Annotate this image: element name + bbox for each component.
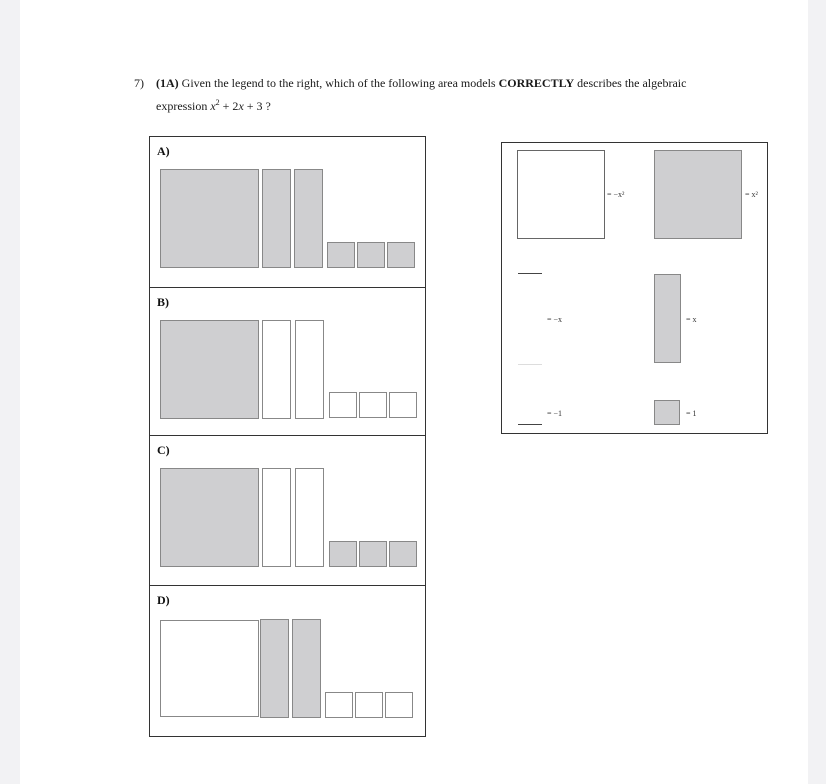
legend-neg-x2-label: = −x² <box>607 190 625 199</box>
x-tile <box>262 320 291 419</box>
x-tile <box>295 320 324 419</box>
x-squared-tile <box>160 620 259 717</box>
positive-x-tile <box>654 274 681 363</box>
unit-tile <box>359 392 387 418</box>
unit-tile <box>387 242 415 268</box>
unit-tile <box>329 541 357 567</box>
negative-x-tile <box>518 273 542 365</box>
unit-tile <box>355 692 383 718</box>
unit-tile <box>359 541 387 567</box>
negative-unit-tile <box>518 424 542 425</box>
question-text-line2 <box>156 98 271 114</box>
unit-tile <box>389 541 417 567</box>
unit-tile <box>389 392 417 418</box>
question-text-a: Given the legend to the right, which of the following area models <box>178 76 499 90</box>
worksheet-page <box>20 0 808 784</box>
option-a[interactable] <box>150 137 425 288</box>
expression-x-term: x <box>238 99 244 113</box>
expression-middle: + 2 <box>219 99 239 113</box>
x-tile <box>260 619 289 718</box>
x-squared-tile <box>160 169 259 268</box>
unit-tile <box>357 242 385 268</box>
legend-pos-x-label: = x <box>686 315 697 324</box>
legend-neg-1-label: = −1 <box>547 409 563 418</box>
question-text-line1 <box>156 76 686 91</box>
legend-pos-x2-label: = x² <box>745 190 758 199</box>
x-tile <box>262 169 291 268</box>
answer-options-box <box>149 136 426 737</box>
expression-prefix: expression <box>156 99 211 113</box>
question-emphasis: CORRECTLY <box>498 76 575 90</box>
option-c[interactable] <box>150 436 425 586</box>
unit-tile <box>385 692 413 718</box>
option-b[interactable] <box>150 288 425 436</box>
x-tile <box>292 619 321 718</box>
unit-tile <box>327 242 355 268</box>
option-b-label: B) <box>157 295 169 309</box>
question-text-b: describes the algebraic <box>574 76 687 90</box>
positive-unit-tile <box>654 400 680 425</box>
option-a-label: A) <box>157 144 170 158</box>
expression-exponent: 2 <box>215 98 220 107</box>
legend-neg-x-label: = −x <box>547 315 563 324</box>
option-d[interactable] <box>150 586 425 736</box>
x-tile <box>262 468 291 567</box>
x-tile <box>294 169 323 268</box>
x-tile <box>295 468 324 567</box>
option-c-label: C) <box>157 443 170 457</box>
positive-x-squared-tile <box>654 150 742 239</box>
negative-x-squared-tile <box>517 150 605 239</box>
option-d-label: D) <box>157 593 170 607</box>
unit-tile <box>325 692 353 718</box>
x-squared-tile <box>160 468 259 567</box>
legend-pos-1-label: = 1 <box>686 409 697 418</box>
x-squared-tile <box>160 320 259 419</box>
question-code: (1A) <box>156 76 179 90</box>
expression-end: + 3 ? <box>243 99 271 113</box>
question-number: 7) <box>134 76 144 90</box>
tile-legend <box>501 142 768 434</box>
unit-tile <box>329 392 357 418</box>
expression-x: x <box>210 99 216 113</box>
